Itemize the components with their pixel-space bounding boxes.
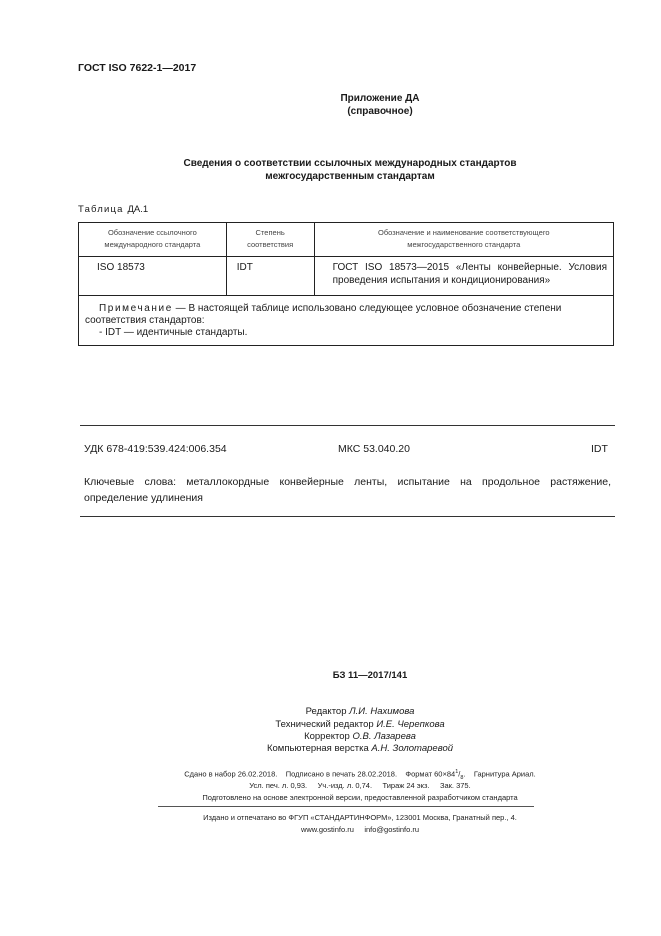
header-degree-line2: соответствия (247, 240, 294, 249)
note-text: — В настоящей таблице использовано следующее условное обозначение степени соответствия стандартов: (85, 303, 562, 326)
staff-role: Редактор (305, 706, 347, 717)
staff-corrector (150, 731, 570, 742)
staff-role: Корректор (304, 731, 350, 742)
imprint-circulation: Тираж 24 экз. (382, 781, 430, 790)
imprint-line3: Подготовлено на основе электронной версии, предоставленной разработчиком стандарта (202, 793, 518, 802)
imprint-divider (158, 806, 534, 807)
cell-ref: ISO 18573 (79, 257, 227, 296)
website-link[interactable]: www.gostinfo.ru (300, 825, 354, 834)
imprint-line2 (110, 781, 610, 790)
note-label: Примечание (99, 303, 173, 314)
imprint-format-den: 8 (460, 775, 464, 781)
udk-code: УДК 678-419:539.424:006.354 (84, 443, 227, 455)
section-title-line2: межгосударственным стандартам (265, 171, 435, 182)
table-label-word: Таблица (78, 204, 124, 215)
staff-role: Технический редактор (275, 719, 374, 730)
imprint-line5 (110, 825, 610, 834)
staff-tech-editor (150, 719, 570, 730)
imprint-order: Зак. 375. (439, 781, 471, 790)
imprint-line4: Издано и отпечатано во ФГУП «СТАНДАРТИНФОРМ», 123001 Москва, Гранатный пер., 4. (203, 813, 517, 822)
header-interstate-line1: Обозначение и наименование соответствующего (378, 228, 550, 237)
table-label (78, 204, 148, 215)
divider-bottom (80, 516, 615, 517)
imprint-line1: Сдано в набор 26.02.2018. Подписано в печать 28.02.2018. Формат $60\times 84^1/_8$. Гарнитура Ариал. (184, 769, 536, 781)
table-note-row (79, 296, 614, 346)
degree-code: IDT (591, 443, 608, 455)
document-code: ГОСТ ISO 7622-1—2017 (78, 62, 197, 74)
header-ref-standard (79, 223, 227, 257)
header-ref-line1: Обозначение ссылочного (107, 228, 197, 237)
bz-number: БЗ 11—2017/141 (332, 670, 408, 681)
staff-editor (150, 706, 570, 717)
imprint-sign-date: Подписано в печать 28.02.2018. (285, 769, 398, 779)
staff-name: О.В. Лазарева (352, 731, 416, 742)
divider-top (80, 425, 615, 426)
table-row (79, 257, 614, 296)
mks-code: МКС 53.040.20 (338, 443, 410, 455)
staff-layout (150, 743, 570, 754)
header-degree-line1: Степень (255, 228, 285, 237)
cell-standard: ГОСТ ISO 18573—2015 «Ленты конвейерные. Условия проведения испытания и кондиционирования» (314, 257, 613, 296)
reference-table (78, 222, 614, 346)
header-degree (226, 223, 314, 257)
staff-name: И.Е. Черепкова (376, 719, 445, 730)
table-label-number: ДА.1 (127, 204, 149, 215)
header-ref-line2: международного стандарта (104, 240, 201, 249)
cell-degree: IDT (226, 257, 314, 296)
imprint-print-sheets: Усл. печ. л. 0,93. (249, 781, 308, 790)
imprint-format-num: 1 (455, 769, 459, 775)
staff-name: Л.И. Нахимова (349, 706, 415, 717)
staff-name: А.Н. Золотаревой (371, 743, 454, 754)
annex-note: (справочное) (347, 106, 413, 117)
table-note (79, 296, 614, 346)
imprint-typeface: Гарнитура Ариал. (473, 769, 536, 779)
section-title-line1: Сведения о соответствии ссылочных международных стандартов (183, 158, 517, 169)
email-link[interactable]: info@gostinfo.ru (364, 825, 420, 834)
note-item: - IDT — идентичные стандарты. (99, 327, 248, 338)
table-header-row (79, 223, 614, 257)
header-interstate-standard (314, 223, 613, 257)
staff-role: Компьютерная верстка (266, 743, 369, 754)
annex-title: Приложение ДА (340, 93, 420, 104)
imprint-typeset-date: Сдано в набор 26.02.2018. (184, 769, 278, 779)
imprint-pub-sheets: Уч.-изд. л. 0,74. (317, 781, 373, 790)
keywords: Ключевые слова: металлокордные конвейерные ленты, испытание на продольное растяжение, определение удлинения (84, 476, 611, 504)
header-interstate-line2: межгосударственного стандарта (407, 240, 521, 249)
imprint-format: Формат 60×84 (405, 769, 456, 779)
